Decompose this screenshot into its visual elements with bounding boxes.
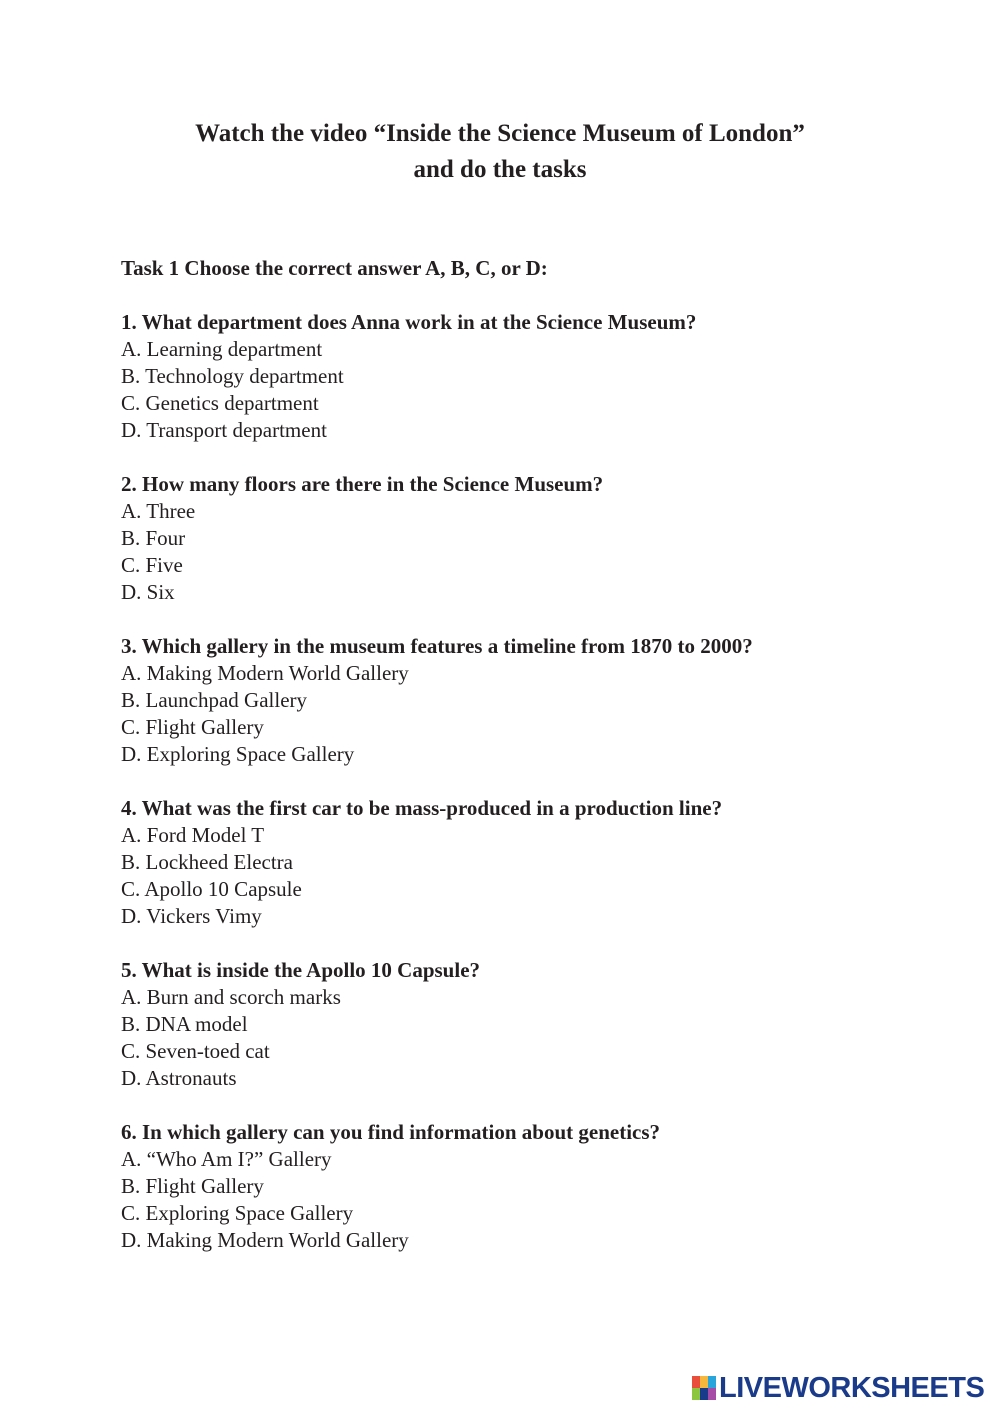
option-c[interactable]: C. Exploring Space Gallery xyxy=(121,1201,354,1225)
logo-block xyxy=(692,1388,700,1400)
question-text: 4. What was the first car to be mass-produced in a production line? xyxy=(121,796,723,820)
option-b[interactable]: B. Technology department xyxy=(121,364,344,388)
question-4 xyxy=(121,795,921,930)
option-b[interactable]: B. Lockheed Electra xyxy=(121,850,293,874)
question-3 xyxy=(121,633,921,768)
task-1-heading: Task 1 Choose the correct answer A, B, C, or D: xyxy=(121,256,548,280)
option-d[interactable]: D. Exploring Space Gallery xyxy=(121,742,355,766)
question-list xyxy=(121,309,921,1281)
question-text: 5. What is inside the Apollo 10 Capsule? xyxy=(121,958,481,982)
option-c[interactable]: C. Genetics department xyxy=(121,391,319,415)
option-b[interactable]: B. Flight Gallery xyxy=(121,1174,264,1198)
logo-block xyxy=(700,1376,708,1388)
option-d[interactable]: D. Making Modern World Gallery xyxy=(121,1228,409,1252)
question-2 xyxy=(121,471,921,606)
option-c[interactable]: C. Seven-toed cat xyxy=(121,1039,270,1063)
liveworksheets-logo-icon xyxy=(692,1376,716,1400)
option-c[interactable]: C. Five xyxy=(121,553,183,577)
option-d[interactable]: D. Six xyxy=(121,580,175,604)
option-c[interactable]: C. Flight Gallery xyxy=(121,715,264,739)
option-c[interactable]: C. Apollo 10 Capsule xyxy=(121,877,302,901)
option-a[interactable]: A. “Who Am I?” Gallery xyxy=(121,1147,332,1171)
option-b[interactable]: B. Four xyxy=(121,526,186,550)
option-b[interactable]: B. Launchpad Gallery xyxy=(121,688,308,712)
liveworksheets-logo[interactable] xyxy=(692,1372,984,1404)
question-text: 2. How many floors are there in the Science Museum? xyxy=(121,472,604,496)
logo-text: LIVEWORKSHEETS xyxy=(719,1371,985,1404)
logo-block xyxy=(700,1388,708,1400)
logo-block xyxy=(708,1388,716,1400)
title-line-2: and do the tasks xyxy=(413,156,587,183)
option-a[interactable]: A. Making Modern World Gallery xyxy=(121,661,409,685)
option-a[interactable]: A. Ford Model T xyxy=(121,823,265,847)
question-5 xyxy=(121,957,921,1092)
option-a[interactable]: A. Three xyxy=(121,499,196,523)
option-d[interactable]: D. Transport department xyxy=(121,418,327,442)
option-d[interactable]: D. Vickers Vimy xyxy=(121,904,262,928)
question-text: 3. Which gallery in the museum features a timeline from 1870 to 2000? xyxy=(121,634,753,658)
question-1 xyxy=(121,309,921,444)
worksheet-title xyxy=(0,116,1000,188)
title-line-1: Watch the video “Inside the Science Museum of London” xyxy=(195,120,805,147)
option-a[interactable]: A. Burn and scorch marks xyxy=(121,985,341,1009)
option-d[interactable]: D. Astronauts xyxy=(121,1066,237,1090)
option-a[interactable]: A. Learning department xyxy=(121,337,323,361)
question-text: 1. What department does Anna work in at the Science Museum? xyxy=(121,310,697,334)
logo-block xyxy=(692,1376,700,1388)
option-b[interactable]: B. DNA model xyxy=(121,1012,248,1036)
question-text: 6. In which gallery can you find information about genetics? xyxy=(121,1120,661,1144)
question-6 xyxy=(121,1119,921,1254)
logo-block xyxy=(708,1376,716,1388)
